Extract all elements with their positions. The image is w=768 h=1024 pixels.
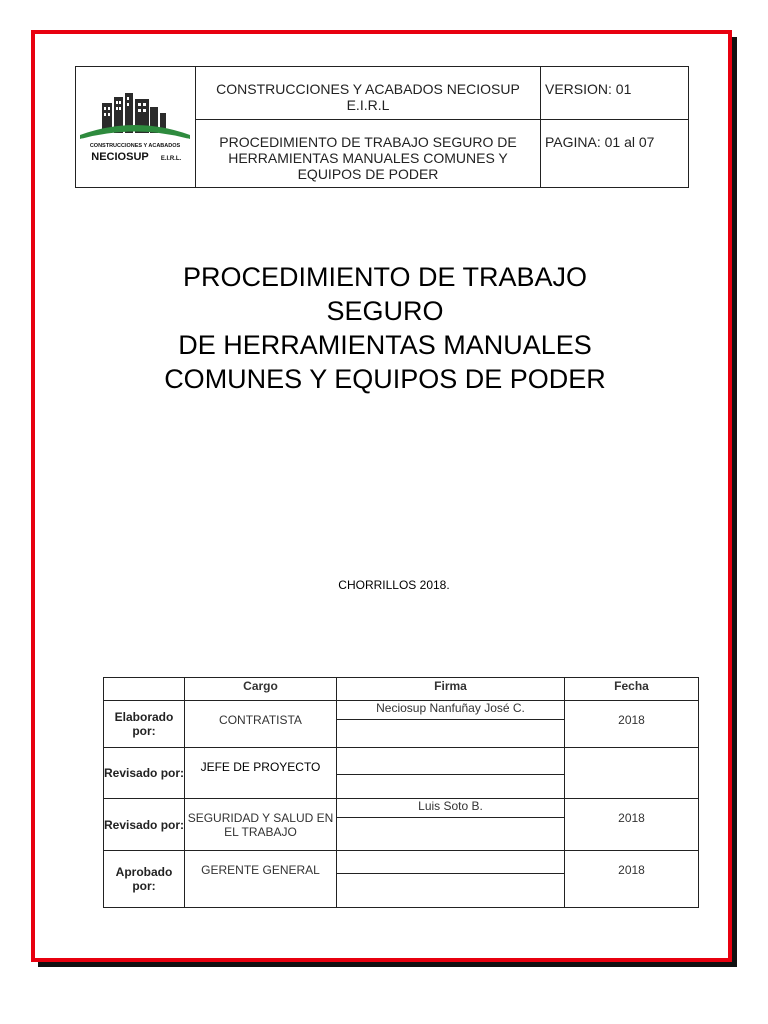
fecha-cell <box>565 748 699 799</box>
firma-name <box>337 748 564 775</box>
firma-name: Luis Soto B. <box>337 799 564 818</box>
role-cell: Elaborado por: <box>104 701 185 748</box>
header-table <box>75 66 689 188</box>
procedure-name: PROCEDIMIENTO DE TRABAJO SEGURO DE HERRAMIENTAS MANUALES COMUNES Y EQUIPOS DE PODER <box>196 119 541 187</box>
title-line-2: SEGURO <box>326 296 444 326</box>
approval-table <box>103 677 699 908</box>
logo-cell <box>76 67 196 188</box>
logo-text-brand: NECIOSUP <box>91 151 149 163</box>
logo-text-line1: CONSTRUCCIONES Y ACABADOS <box>89 143 181 149</box>
cargo-cell: CONTRATISTA <box>185 701 337 748</box>
cargo-cell: GERENTE GENERAL <box>185 851 337 908</box>
header-blank <box>104 678 185 701</box>
firma-cell <box>337 701 565 748</box>
firma-cell <box>337 748 565 799</box>
fecha-cell: 2018 <box>565 799 699 851</box>
header-cargo: Cargo <box>185 678 337 701</box>
place-date: CHORRILLOS 2018. <box>338 578 450 592</box>
cargo-cell: SEGURIDAD Y SALUD EN EL TRABAJO <box>185 799 337 851</box>
table-row <box>104 851 699 908</box>
title-line-4: COMUNES Y EQUIPOS DE PODER <box>164 364 606 394</box>
table-row <box>104 748 699 799</box>
role-cell: Aprobado por: <box>104 851 185 908</box>
title-line-1: PROCEDIMIENTO DE TRABAJO <box>182 262 588 292</box>
table-row <box>104 799 699 851</box>
firma-cell <box>337 851 565 908</box>
logo-text-suffix: E.I.R.L. <box>160 156 182 162</box>
role-cell: Revisado por: <box>104 799 185 851</box>
company-name: CONSTRUCCIONES Y ACABADOS NECIOSUP E.I.R.L <box>196 67 541 120</box>
fecha-cell: 2018 <box>565 701 699 748</box>
fecha-cell: 2018 <box>565 851 699 908</box>
page-label: PAGINA: 01 al 07 <box>541 119 689 187</box>
document-title <box>95 260 675 396</box>
firma-cell <box>337 799 565 851</box>
role-cell: Revisado por: <box>104 748 185 799</box>
header-fecha: Fecha <box>565 678 699 701</box>
firma-name <box>337 851 564 874</box>
table-row <box>104 701 699 748</box>
cargo-cell: JEFE DE PROYECTO <box>185 748 337 799</box>
title-line-3: DE HERRAMIENTAS MANUALES <box>178 330 592 360</box>
company-logo <box>76 67 194 184</box>
version-label: VERSION: 01 <box>541 67 689 120</box>
firma-name: Neciosup Nanfuñay José C. <box>337 701 564 720</box>
page-frame <box>31 30 732 962</box>
header-firma: Firma <box>337 678 565 701</box>
